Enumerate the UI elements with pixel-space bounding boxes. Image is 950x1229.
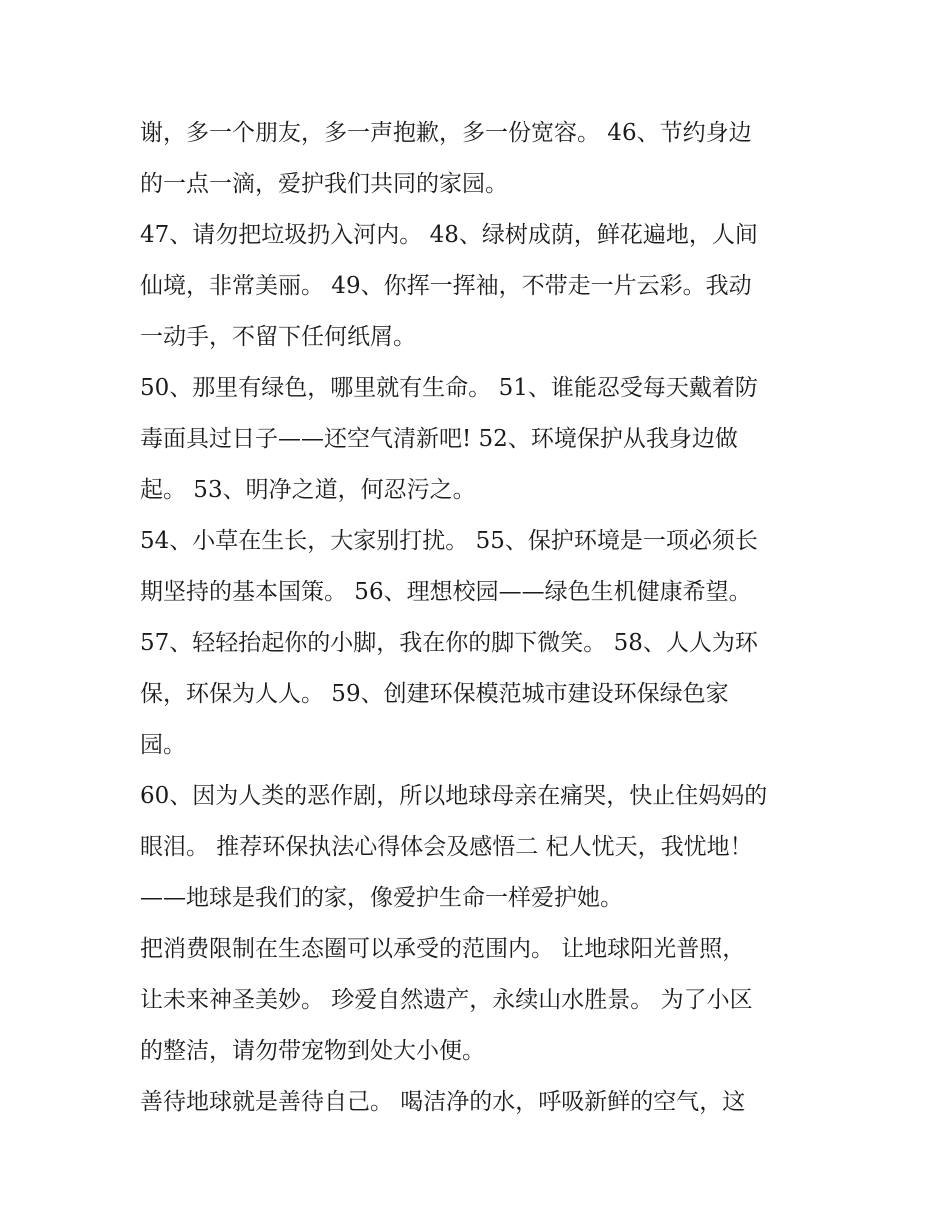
document-body [140, 108, 830, 1128]
text-line: 60、因为人类的恶作剧，所以地球母亲在痛哭，快止住妈妈的 [140, 783, 768, 809]
text-line: ——地球是我们的家，像爱护生命一样爱护她。 [140, 885, 623, 911]
text-line: 起。 53、明净之道，何忍污之。 [140, 477, 476, 503]
text-line: 50、那里有绿色，哪里就有生命。 51、谁能忍受每天戴着防 [140, 375, 758, 401]
text-line: 一动手，不留下任何纸屑。 [140, 324, 416, 350]
text-line: 谢，多一个朋友，多一声抱歉，多一份宽容。 46、节约身边 [140, 120, 752, 146]
text-line: 眼泪。 推荐环保执法心得体会及感悟二 杞人忧天，我忧地！ [140, 834, 753, 860]
text-line: 期坚持的基本国策。 56、理想校园——绿色生机健康希望。 [140, 579, 752, 605]
text-line: 园。 [140, 732, 186, 758]
text-line: 让未来神圣美妙。 珍爱自然遗产，永续山水胜景。 为了小区 [140, 987, 753, 1013]
text-line: 保，环保为人人。 59、创建环保模范城市建设环保绿色家 [140, 681, 729, 707]
text-line: 的一点一滴，爱护我们共同的家园。 [140, 171, 508, 197]
text-line: 54、小草在生长，大家别打扰。 55、保护环境是一项必须长 [140, 528, 758, 554]
text-line: 把消费限制在生态圈可以承受的范围内。 让地球阳光普照， [140, 936, 746, 962]
text-line: 47、请勿把垃圾扔入河内。 48、绿树成荫，鲜花遍地，人间 [140, 222, 758, 248]
text-line: 的整洁，请勿带宠物到处大小便。 [140, 1038, 485, 1064]
text-line: 仙境，非常美丽。 49、你挥一挥袖，不带走一片云彩。我动 [140, 273, 752, 299]
text-line: 善待地球就是善待自己。 喝洁净的水，呼吸新鲜的空气，这 [140, 1089, 746, 1115]
text-line: 毒面具过日子——还空气清新吧! 52、环境保护从我身边做 [140, 426, 738, 452]
text-line: 57、轻轻抬起你的小脚，我在你的脚下微笑。 58、人人为环 [140, 630, 758, 656]
